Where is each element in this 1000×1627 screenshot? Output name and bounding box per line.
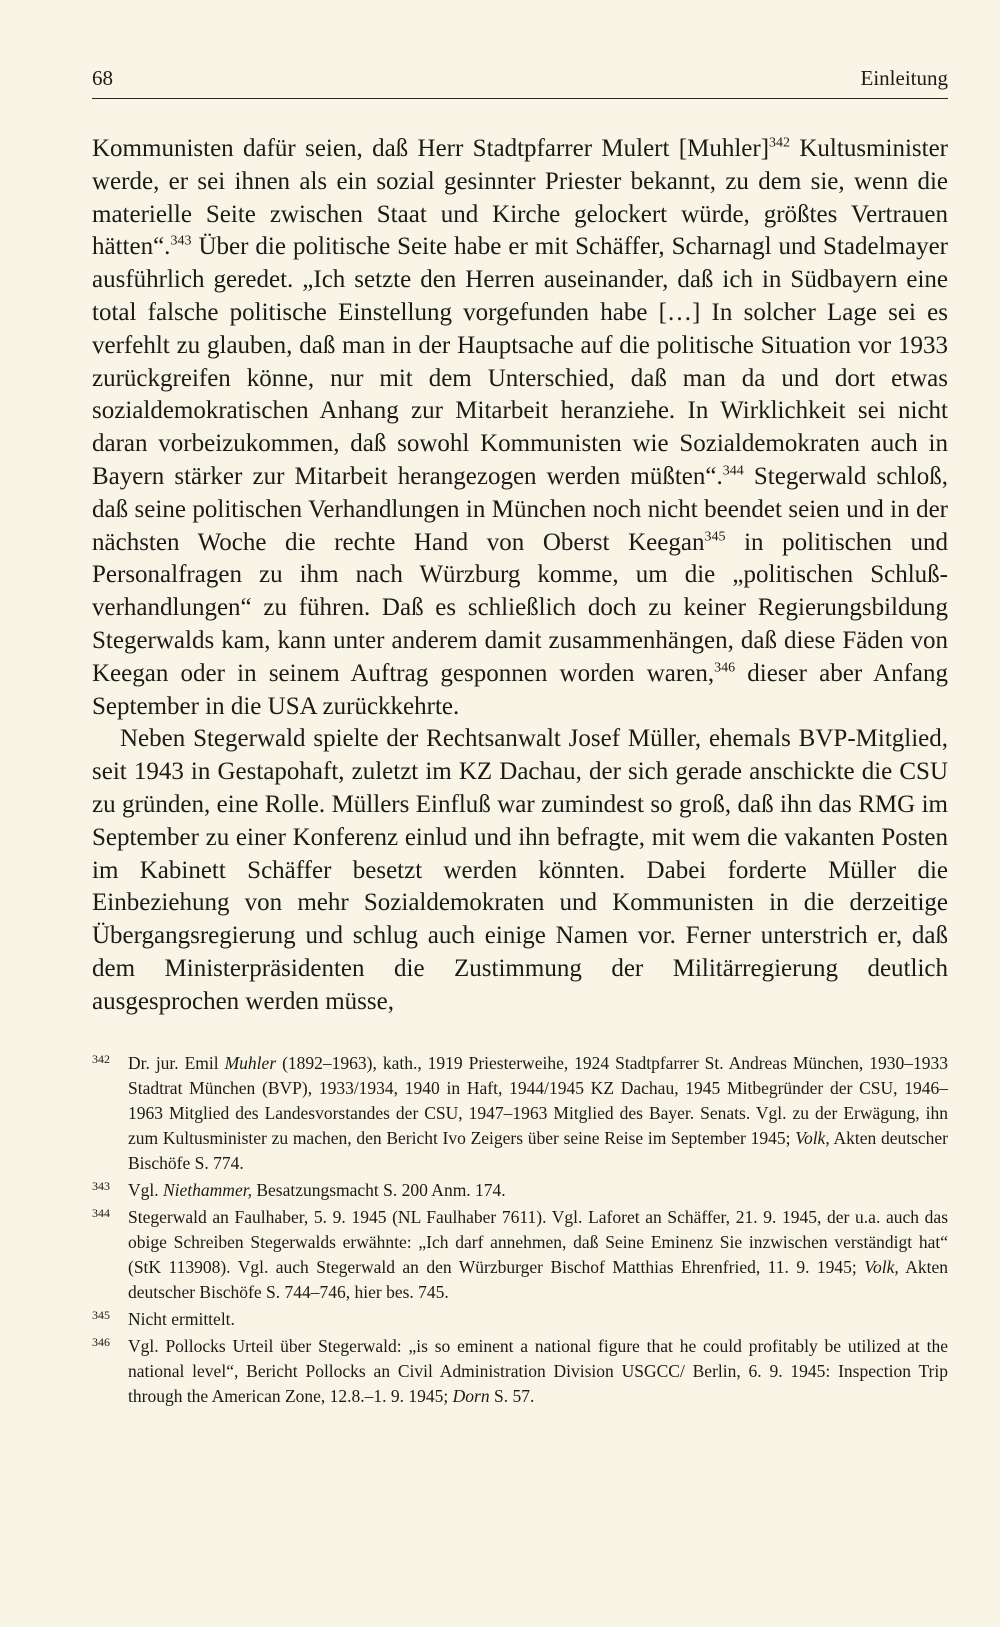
footnote-text: Vgl. Pollocks Urteil über Stegerwald: „is so eminent a national figure that he could profitably be utilized at the national level“, Bericht Pollocks an Civil Administration Division USGCC/ Berlin, 6. 9. 1945: Inspection Trip through the American Zone, 12.8.–1. 9. 1945; [128,1335,948,1406]
footnote-text: Vgl. [128,1179,163,1200]
footnote-author: Dorn [452,1385,490,1406]
footnote-346 [92,1334,948,1409]
footnote-345 [92,1307,948,1332]
footnote-number: 342 [92,1051,110,1066]
footnote-number: 346 [92,1334,110,1349]
footnote-author: Muhler [224,1052,277,1073]
footnote-author: Volk, [795,1127,830,1148]
footnote-author: Niethammer, [163,1179,252,1200]
paragraph-2: Neben Stegerwald spielte der Rechtsanwalt Josef Müller, ehemals BVP-Mitglied, seit 1943 in Gestapohaft, zuletzt im KZ Dachau, der sich gerade anschickte die CSU zu gründen, eine Rolle. Müllers Einfluß war zumindest so groß, daß ihn das RMG im September zu einer Konferenz einlud und ihn befragte, mit wem die vakanten Posten im Kabinett Schäffer besetzt werden könnten. Dabei forderte Müller die Einbeziehung von mehr Sozialdemokraten und Kommunisten in die derzeitige Übergangsregierung und schlug auch einige Namen vor. Ferner unterstrich er, daß dem Ministerpräsidenten die Zustimmung der Militärregierung deutlich ausgesprochen werden müsse, [92,725,948,1015]
book-page [92,62,948,1411]
footnote-text: Besatzungsmacht S. 200 Anm. 174. [251,1179,506,1200]
footnote-text: (1892–1963), kath., 1919 Priesterweihe, 1924 Stadtpfarrer St. Andreas München, 1930–1933 Stadtrat München (BVP), 1933/1934, 1940 in Haft, 1944/1945 KZ Dachau, 1945 Mitbegründer der CSU, 1946–1963 Mitglied des Landesvorstandes der CSU, 1947–1963 Mitglied des Bayer. Senats. Vgl. zu der Erwägung, ihn zum Kultusminister zu machen, den Bericht Ivo Zeigers über seine Reise im September 1945; [128,1052,949,1148]
text-run: Kultusminister werde, er sei ihnen als ein sozial gesinnter Priester bekannt, zu dem sie, wenn die materielle Seite zwischen Staat und Kirche gelockert würde, größtes Vertrauen hätten“. [92,135,948,261]
footnote-text: S. 57. [489,1385,535,1406]
footnote-text: Dr. jur. Emil [128,1052,225,1073]
footnotes [92,1051,948,1409]
footnote-number: 344 [92,1205,110,1220]
footnote-ref-343[interactable]: 343 [170,234,192,250]
footnote-ref-342[interactable]: 342 [769,135,791,151]
footnote-344 [92,1205,948,1305]
footnote-text: Akten deutscher Bischöfe S. 774. [128,1127,948,1173]
footnote-ref-344[interactable]: 344 [722,463,744,479]
footnote-text: Stegerwald an Faulhaber, 5. 9. 1945 (NL Faulhaber 7611). Vgl. Laforet an Schäffer, 21. 9. 1945, der u.a. auch das obige Schreiben Stegerwalds erwähnte: „Ich darf annehmen, daß Seine Eminenz Sie inzwischen verständigt hat“ (StK 113908). Vgl. auch Stegerwald an den Würzburger Bischof Matthias Ehrenfried, 11. 9. 1945; [128,1206,948,1277]
running-head [92,62,948,99]
text-run: Kommunisten dafür seien, daß Herr Stadtpfarrer Mulert [Muhler] [92,135,770,162]
paragraph-1 [92,133,948,723]
footnote-ref-345[interactable]: 345 [704,529,726,545]
text-run: dieser aber Anfang September in die USA zurückkehrte. [92,659,949,720]
body-text [92,133,948,1019]
footnote-342 [92,1051,948,1176]
footnote-343 [92,1178,948,1203]
footnote-author: Volk, [864,1256,899,1277]
footnote-text: Nicht ermittelt. [128,1308,235,1329]
footnote-number: 343 [92,1178,110,1193]
footnote-text: Akten deutscher Bischöfe S. 744–746, hier bes. 745. [128,1256,948,1302]
text-run: Über die politische Seite habe er mit Schäffer, Scharnagl und Stadelmayer ausführlich geredet. „Ich setzte den Herren auseinander, daß ich in Südbayern eine total falsche politische Einstellung vorgefunden habe […] In solcher Lage sei es verfehlt zu glauben, daß man in der Hauptsache auf die politische Situation vor 1933 zurückgreifen könne, nur mit dem Unterschied, daß man da und dort etwas sozialdemokratischen Anhang zur Mitarbeit heranziehe. In Wirklichkeit sei nicht daran vorbeizukommen, daß sowohl Kommunisten wie Sozialdemokraten auch in Bayern stärker zur Mitarbeit herangezogen werden müßten“. [92,233,948,490]
text-run: in politischen und Personalfragen zu ihm nach Würzburg komme, um die „politischen Schlußverhandlungen“ zu führen. Daß es schließlich doch zu keiner Regierungsbildung Stegerwalds kam, kann unter anderem damit zusammenhängen, daß diese Fäden von Keegan oder in seinem Auftrag gesponnen worden waren, [92,528,948,687]
text-run: Stegerwald schloß, daß seine politischen Verhandlungen in München noch nicht beendet seien und in der nächsten Woche die rechte Hand von Oberst Keegan [92,462,949,556]
footnote-ref-346[interactable]: 346 [714,660,736,676]
page-number: 68 [92,66,113,90]
footnote-number: 345 [92,1307,110,1322]
section-title: Einleitung [860,66,948,90]
